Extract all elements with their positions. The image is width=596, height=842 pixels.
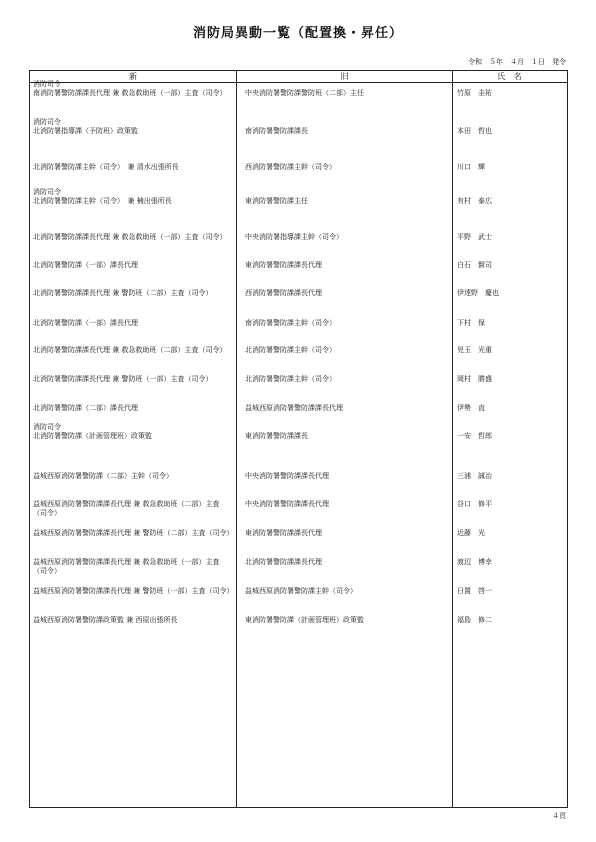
cell-name: 近藤 光 xyxy=(457,529,485,537)
cell-old-position: 北消防署警防課主幹（司令） xyxy=(245,346,336,354)
new-position-text: 北消防署警防課（一部）課長代理 xyxy=(33,261,138,269)
cell-old-position: 東消防署警防課課長代理 xyxy=(245,261,322,269)
cell-old-position: 中央消防署警防課課長代理 xyxy=(245,472,329,480)
document-title: 消防局異動一覧（配置換・昇任） xyxy=(192,26,403,41)
issue-date: 令和 ５年 ４月 １日 発令 xyxy=(468,58,566,66)
cell-new-position xyxy=(33,404,233,413)
new-position-text: 北消防署警防課（計画管理班）政策監 xyxy=(33,432,152,440)
cell-name: 本田 哲也 xyxy=(457,127,492,135)
cell-old-position: 東消防署警防課課長代理 xyxy=(245,529,322,537)
cell-new-position xyxy=(33,319,233,328)
cell-name: 川口 輝 xyxy=(457,163,485,171)
cell-new-position xyxy=(33,529,233,538)
cell-new-position xyxy=(33,188,233,206)
new-position-text: 北消防署指導課（予防班）政策監 xyxy=(33,127,138,135)
cell-name: 日置 啓一 xyxy=(457,587,492,595)
new-position-text: 北消防署警防課課長代理 兼 救急救助班（二部）主査（司令） xyxy=(33,346,227,354)
cell-old-position: 西消防署警防課課長代理 xyxy=(245,289,322,297)
cell-name: 渡辺 博幸 xyxy=(457,558,492,566)
rank-label: 消防司令 xyxy=(33,118,61,126)
new-position-text: 益城西原消防署警防課（二部）主幹（司令） xyxy=(33,472,173,480)
cell-old-position: 益城西原消防署警防課主幹（司令） xyxy=(245,587,357,595)
cell-old-position: 東消防署警防課主任 xyxy=(245,197,308,205)
header-old: 旧 xyxy=(340,72,349,81)
page-number: ４頁 xyxy=(552,812,566,820)
cell-old-position: 北消防署警防課主幹（司令） xyxy=(245,375,336,383)
new-position-text: 北消防署警防課主幹（司令） 兼 清水出張所長 xyxy=(33,163,179,171)
cell-new-position xyxy=(33,472,233,481)
cell-name: 伊達野 慶也 xyxy=(457,289,499,297)
new-position-text: 益城西原消防署警防課課長代理 兼 警防班（一部）主査（司令） xyxy=(33,587,234,595)
cell-name: 三浦 誠治 xyxy=(457,472,492,480)
cell-new-position xyxy=(33,261,233,270)
column-divider-1 xyxy=(236,71,237,807)
cell-old-position: 中央消防署警防課警防班（二部）主任 xyxy=(245,89,364,97)
cell-new-position xyxy=(33,80,233,98)
header-new: 新 xyxy=(129,72,137,81)
cell-name: 岡村 勝盛 xyxy=(457,375,492,383)
new-position-text: 南消防署警防課課長代理 兼 救急救助班（一部）主査（司令） xyxy=(33,89,227,97)
cell-old-position: 中央消防署指導課主幹（司令） xyxy=(245,233,343,241)
new-position-text: 益城西原消防署警防課課長代理 兼 警防班（二部）主査（司令） xyxy=(33,529,234,537)
new-position-text: 益城西原消防署警防課課長代理 兼 救急救助班（二部）主査（司令） xyxy=(33,500,220,517)
cell-new-position xyxy=(33,423,233,441)
cell-old-position: 東消防署警防課課長 xyxy=(245,432,308,440)
cell-name: 竹原 圭祐 xyxy=(457,89,492,97)
cell-new-position xyxy=(33,558,233,576)
cell-new-position xyxy=(33,163,233,172)
column-divider-2 xyxy=(452,71,453,807)
cell-old-position: 南消防署警防課主幹（司令） xyxy=(245,319,336,327)
cell-name: 平野 武士 xyxy=(457,233,492,241)
cell-name: 児玉 光重 xyxy=(457,346,492,354)
cell-name: 白石 賢司 xyxy=(457,261,492,269)
cell-old-position: 南消防署警防課課長 xyxy=(245,127,308,135)
rank-label: 消防司令 xyxy=(33,188,61,196)
cell-new-position xyxy=(33,587,233,596)
cell-new-position xyxy=(33,289,233,298)
new-position-text: 北消防署警防課課長代理 兼 警防班（二部）主査（司令） xyxy=(33,289,213,297)
cell-new-position xyxy=(33,616,233,625)
rank-label: 消防司令 xyxy=(33,423,61,431)
cell-new-position xyxy=(33,233,233,242)
cell-old-position: 益城西原消防署警防課課長代理 xyxy=(245,404,343,412)
rank-label: 消防司令 xyxy=(33,80,61,88)
new-position-text: 北消防署警防課（一部）課長代理 xyxy=(33,319,138,327)
cell-name: 有村 泰広 xyxy=(457,197,492,205)
cell-old-position: 中央消防署警防課課長代理 xyxy=(245,500,329,508)
cell-name: 谷口 修平 xyxy=(457,500,492,508)
cell-name: 福島 修二 xyxy=(457,616,492,624)
cell-name: 一安 哲郎 xyxy=(457,432,492,440)
transfer-table xyxy=(29,70,568,808)
cell-old-position: 東消防署警防課（計画管理班）政策監 xyxy=(245,616,364,624)
new-position-text: 北消防署警防課主幹（司令） 兼 楠出張所長 xyxy=(33,197,172,205)
new-position-text: 北消防署警防課課長代理 兼 救急救助班（一部）主査（司令） xyxy=(33,233,227,241)
cell-name: 伊勢 直 xyxy=(457,404,485,412)
new-position-text: 益城西原消防署警防課政策監 兼 西原出張所長 xyxy=(33,616,178,624)
cell-new-position xyxy=(33,500,233,518)
header-name: 氏 名 xyxy=(497,72,525,81)
new-position-text: 益城西原消防署警防課課長代理 兼 救急救助班（一部）主査（司令） xyxy=(33,558,220,575)
cell-new-position xyxy=(33,118,233,136)
cell-new-position xyxy=(33,375,233,384)
cell-new-position xyxy=(33,346,233,355)
new-position-text: 北消防署警防課（二部）課長代理 xyxy=(33,404,138,412)
cell-old-position: 西消防署警防課主幹（司令） xyxy=(245,163,336,171)
cell-name: 下村 保 xyxy=(457,319,485,327)
cell-old-position: 北消防署警防課課長代理 xyxy=(245,558,322,566)
new-position-text: 北消防署警防課課長代理 兼 警防班（一部）主査（司令） xyxy=(33,375,213,383)
